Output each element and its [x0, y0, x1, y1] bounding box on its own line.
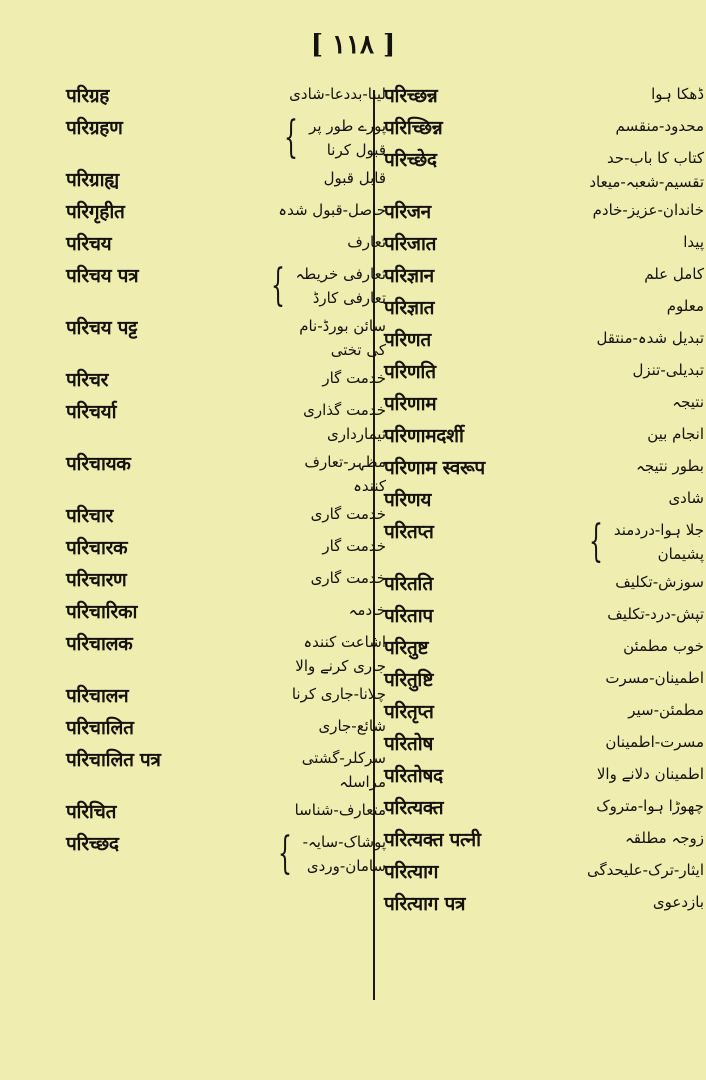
headword: परिचार: [66, 505, 114, 527]
dictionary-entry: [384, 230, 704, 258]
gloss-group: [295, 630, 386, 678]
urdu-gloss: [616, 114, 704, 138]
dictionary-entry: [66, 830, 386, 878]
headword: परितुष्टि: [384, 669, 434, 691]
gloss-group: [605, 666, 704, 690]
urdu-gloss: [628, 698, 704, 722]
gloss-group: [596, 326, 704, 350]
gloss-line: اطمینان دلانے والا: [596, 765, 704, 783]
dictionary-entry: [384, 730, 704, 758]
dictionary-entry: [384, 262, 704, 290]
gloss-group: [668, 486, 704, 510]
gloss-line: کی تختی: [330, 341, 386, 359]
urdu-gloss: [647, 422, 704, 446]
gloss-group: [593, 198, 704, 222]
gloss-line: خدمت گذاری: [303, 401, 386, 419]
brace-mark: {: [284, 112, 299, 163]
headword: परिणत: [384, 329, 431, 351]
gloss-line: ایثار-ترک-علیحدگی: [586, 861, 704, 879]
headword: परिचय पत्र: [66, 265, 139, 287]
gloss-line: تعارفی کارڈ: [312, 289, 386, 307]
dictionary-entry: [384, 358, 704, 386]
gloss-group: [318, 714, 386, 738]
gloss-line: شادی: [668, 489, 704, 507]
headword: परित्याग: [384, 861, 439, 883]
headword: परिचित: [66, 801, 117, 823]
gloss-line: جلا ہوا-دردمند: [613, 521, 704, 539]
urdu-gloss: [295, 798, 386, 822]
headword: परिचय पट्ट: [66, 317, 138, 339]
urdu-gloss: [683, 230, 704, 254]
left-column: [66, 82, 386, 882]
gloss-group: [628, 698, 704, 722]
gloss-line: خدمت گاری: [310, 569, 386, 587]
headword: परितृप्त: [384, 701, 434, 723]
urdu-gloss: [324, 166, 386, 190]
gloss-line: لینا-بددعا-شادی: [289, 85, 386, 103]
gloss-group: [672, 390, 704, 414]
urdu-gloss: [605, 666, 704, 690]
dictionary-entry: [66, 114, 386, 162]
headword: परिताप: [384, 605, 433, 627]
urdu-gloss: [668, 486, 704, 510]
urdu-gloss: [302, 746, 386, 794]
headword: परिचर्या: [66, 401, 117, 423]
gloss-line: پیدا: [683, 233, 704, 251]
dictionary-entry: [384, 762, 704, 790]
dictionary-entry: [384, 198, 704, 226]
gloss-group: [667, 294, 704, 318]
gloss-line: نتیجہ: [672, 393, 704, 411]
headword: परिजात: [384, 233, 437, 255]
urdu-gloss: [589, 146, 704, 194]
gloss-group: [347, 230, 386, 254]
gloss-line: تیمارداری: [326, 425, 386, 443]
gloss-group: [651, 82, 704, 106]
gloss-group: [302, 746, 386, 794]
urdu-gloss: [605, 730, 704, 754]
dictionary-entry: [384, 890, 704, 918]
gloss-group: [623, 634, 704, 658]
urdu-gloss: [651, 82, 704, 106]
gloss-group: [644, 262, 704, 286]
urdu-gloss: [667, 294, 704, 318]
gloss-group: [304, 450, 386, 498]
gloss-line: خدمت گاری: [310, 505, 386, 523]
dictionary-entry: [384, 698, 704, 726]
gloss-group: [311, 502, 386, 526]
dictionary-entry: [66, 398, 386, 446]
headword: परिचायक: [66, 453, 131, 475]
gloss-line: تعارف: [347, 233, 386, 251]
dictionary-entry: [66, 566, 386, 594]
gloss-line: جاری کرنے والا: [295, 657, 386, 675]
headword: परिज्ञात: [384, 297, 435, 319]
gloss-line: خادمہ: [348, 601, 386, 619]
urdu-gloss: [311, 502, 386, 526]
dictionary-entry: [66, 262, 386, 310]
gloss-group: [615, 570, 704, 594]
gloss-group: [605, 730, 704, 754]
gloss-group: [349, 598, 386, 622]
gloss-group: [632, 358, 704, 382]
dictionary-entry: [384, 422, 704, 450]
gloss-group: [683, 230, 704, 254]
headword: परिग्राह्य: [66, 169, 119, 191]
dictionary-entry: [66, 450, 386, 498]
headword: परिचालित पत्र: [66, 749, 161, 771]
gloss-line: زوجہ مطلقہ: [625, 829, 704, 847]
gloss-group: [578, 518, 704, 566]
urdu-gloss: [614, 518, 704, 566]
dictionary-entry: [66, 682, 386, 710]
headword: परितप्त: [384, 521, 434, 543]
gloss-line: معلوم: [666, 297, 704, 315]
gloss-group: [647, 422, 704, 446]
dictionary-entry: [384, 486, 704, 514]
urdu-gloss: [296, 262, 386, 310]
gloss-line: مطمئن-سیر: [628, 701, 704, 719]
dictionary-entry: [384, 390, 704, 418]
urdu-gloss: [349, 598, 386, 622]
headword: परिच्छेद: [384, 149, 437, 171]
gloss-group: [322, 534, 386, 558]
urdu-gloss: [278, 198, 386, 222]
gloss-line: متعارف-شناسا: [294, 801, 386, 819]
urdu-gloss: [303, 398, 386, 446]
gloss-line: اطمینان-مسرت: [605, 669, 704, 687]
headword: परिचारिका: [66, 601, 138, 623]
gloss-group: [589, 146, 704, 194]
urdu-gloss: [636, 454, 704, 478]
headword: परितोष: [384, 733, 434, 755]
gloss-group: [289, 82, 386, 106]
dictionary-entry: [384, 634, 704, 662]
gloss-line: خاندان-عزیز-خادم: [592, 201, 704, 219]
dictionary-entry: [384, 570, 704, 598]
dictionary-entry: [66, 166, 386, 194]
dictionary-entry: [66, 366, 386, 394]
headword: परिच्छिन्न: [384, 117, 443, 139]
brace-mark: {: [588, 516, 603, 567]
dictionary-entry: [384, 518, 704, 566]
urdu-gloss: [318, 714, 386, 738]
headword: परिगृहीत: [66, 201, 125, 223]
dictionary-entry: [384, 826, 704, 854]
gloss-line: خدمت گار: [322, 369, 386, 387]
gloss-line: کتاب کا باب-حد: [606, 149, 704, 167]
headword: परिजन: [384, 201, 431, 223]
gloss-line: مسرت-اطمینان: [605, 733, 704, 751]
headword: परिणाम स्वरूप: [384, 457, 485, 479]
gloss-group: [616, 114, 704, 138]
gloss-line: قابل قبول: [323, 169, 386, 187]
urdu-gloss: [644, 262, 704, 286]
urdu-gloss: [607, 602, 704, 626]
urdu-gloss: [596, 794, 704, 818]
headword: परिचय: [66, 233, 112, 255]
headword: परित्यक्त पत्नी: [384, 829, 481, 851]
gloss-line: بازدعوی: [652, 893, 704, 911]
gloss-group: [597, 762, 704, 786]
dictionary-entry: [384, 454, 704, 482]
gloss-group: [278, 198, 386, 222]
urdu-gloss: [597, 762, 704, 786]
urdu-gloss: [299, 314, 386, 362]
urdu-gloss: [292, 682, 386, 706]
urdu-gloss: [653, 890, 704, 914]
gloss-group: [260, 262, 386, 310]
gloss-line: چلانا-جاری کرنا: [291, 685, 386, 703]
gloss-group: [303, 398, 386, 446]
headword: परिज्ञान: [384, 265, 434, 287]
urdu-gloss: [347, 230, 386, 254]
gloss-line: تپش-درد-تکلیف: [607, 605, 704, 623]
gloss-line: شائع-جاری: [318, 717, 386, 735]
dictionary-entry: [384, 82, 704, 110]
gloss-group: [636, 454, 704, 478]
gloss-line: قبول کرنا: [326, 141, 386, 159]
urdu-gloss: [587, 858, 704, 882]
urdu-gloss: [304, 450, 386, 498]
gloss-line: پشیمان: [657, 545, 704, 563]
urdu-gloss: [295, 630, 386, 678]
headword: परिणामदर्शी: [384, 425, 464, 447]
dictionary-entry: [384, 602, 704, 630]
dictionary-entry: [384, 858, 704, 886]
gloss-line: پوشاک-سایہ-: [302, 833, 386, 851]
gloss-group: [292, 682, 386, 706]
urdu-gloss: [309, 114, 386, 162]
dictionary-entry: [384, 294, 704, 322]
gloss-line: کامل علم: [644, 265, 704, 283]
headword: परिणय: [384, 489, 432, 511]
gloss-line: تبدیل شدہ-منتقل: [596, 329, 704, 347]
dictionary-entry: [384, 326, 704, 354]
gloss-line: خوب مطمئن: [623, 637, 704, 655]
gloss-group: [625, 826, 704, 850]
right-column: [384, 82, 704, 922]
dictionary-entry: [66, 598, 386, 626]
dictionary-entry: [66, 798, 386, 826]
gloss-group: [596, 794, 704, 818]
headword: परितोषद: [384, 765, 443, 787]
dictionary-entry: [66, 746, 386, 794]
headword: परितुष्ट: [384, 637, 429, 659]
headword: परिचारक: [66, 537, 128, 559]
gloss-group: [299, 314, 386, 362]
dictionary-entry: [66, 534, 386, 562]
gloss-line: بطور نتیجہ: [636, 457, 704, 475]
urdu-gloss: [593, 198, 704, 222]
urdu-gloss: [625, 826, 704, 850]
gloss-line: خدمت گار: [322, 537, 386, 555]
urdu-gloss: [615, 570, 704, 594]
headword: परिग्रहण: [66, 117, 123, 139]
dictionary-entry: [384, 794, 704, 822]
dictionary-entry: [384, 146, 704, 194]
headword: परित्याग पत्र: [384, 893, 466, 915]
gloss-group: [311, 566, 386, 590]
gloss-line: سرکلر-گشتی: [301, 749, 386, 767]
gloss-group: [653, 890, 704, 914]
gloss-group: [607, 602, 704, 626]
gloss-group: [295, 798, 386, 822]
gloss-line: کنندہ: [353, 477, 386, 495]
gloss-group: [587, 858, 704, 882]
brace-mark: {: [277, 828, 292, 879]
headword: परितति: [384, 573, 433, 595]
urdu-gloss: [322, 366, 386, 390]
gloss-line: سوزش-تکلیف: [615, 573, 704, 591]
headword: परिचालन: [66, 685, 129, 707]
urdu-gloss: [672, 390, 704, 414]
brace-mark: {: [270, 260, 285, 311]
gloss-line: حاصل-قبول شدہ: [278, 201, 386, 219]
dictionary-entry: [66, 502, 386, 530]
gloss-group: [324, 166, 386, 190]
headword: परिणति: [384, 361, 436, 383]
gloss-line: پورے طور پر: [309, 117, 386, 135]
urdu-gloss: [596, 326, 704, 350]
gloss-line: سائن بورڈ-نام: [299, 317, 386, 335]
urdu-gloss: [623, 634, 704, 658]
dictionary-entry: [66, 198, 386, 226]
headword: परिचालित: [66, 717, 134, 739]
headword: परित्यक्त: [384, 797, 444, 819]
headword: परिणाम: [384, 393, 437, 415]
urdu-gloss: [289, 82, 386, 106]
urdu-gloss: [322, 534, 386, 558]
headword: परिच्छद: [66, 833, 119, 855]
gloss-line: محدود-منقسم: [615, 117, 704, 135]
headword: परिच्छन्न: [384, 85, 438, 107]
urdu-gloss: [632, 358, 704, 382]
gloss-line: اشاعت کنندہ: [303, 633, 386, 651]
dictionary-entry: [66, 714, 386, 742]
page-number: [ ۱۱۸ ]: [310, 30, 396, 60]
dictionary-entry: [384, 114, 704, 142]
gloss-line: تبدیلی-تنزل: [632, 361, 704, 379]
gloss-group: [273, 114, 386, 162]
dictionary-entry: [66, 230, 386, 258]
gloss-line: مظہر-تعارف: [304, 453, 386, 471]
gloss-line: تعارفی خریطہ: [295, 265, 386, 283]
gloss-line: تقسیم-شعبہ-میعاد: [589, 173, 704, 191]
gloss-group: [322, 366, 386, 390]
headword: परिचर: [66, 369, 109, 391]
urdu-gloss: [303, 830, 386, 878]
dictionary-entry: [66, 314, 386, 362]
gloss-line: انجام بین: [647, 425, 704, 443]
gloss-line: مراسلہ: [339, 773, 386, 791]
dictionary-entry: [384, 666, 704, 694]
dictionary-entry: [66, 630, 386, 678]
headword: परिग्रह: [66, 85, 110, 107]
gloss-line: چھوڑا ہوا-متروک: [596, 797, 704, 815]
headword: परिचालक: [66, 633, 133, 655]
headword: परिचारण: [66, 569, 127, 591]
urdu-gloss: [311, 566, 386, 590]
dictionary-entry: [66, 82, 386, 110]
gloss-line: ڈھکا ہوا: [651, 85, 704, 103]
gloss-line: سامان-وردی: [306, 857, 386, 875]
gloss-group: [267, 830, 386, 878]
